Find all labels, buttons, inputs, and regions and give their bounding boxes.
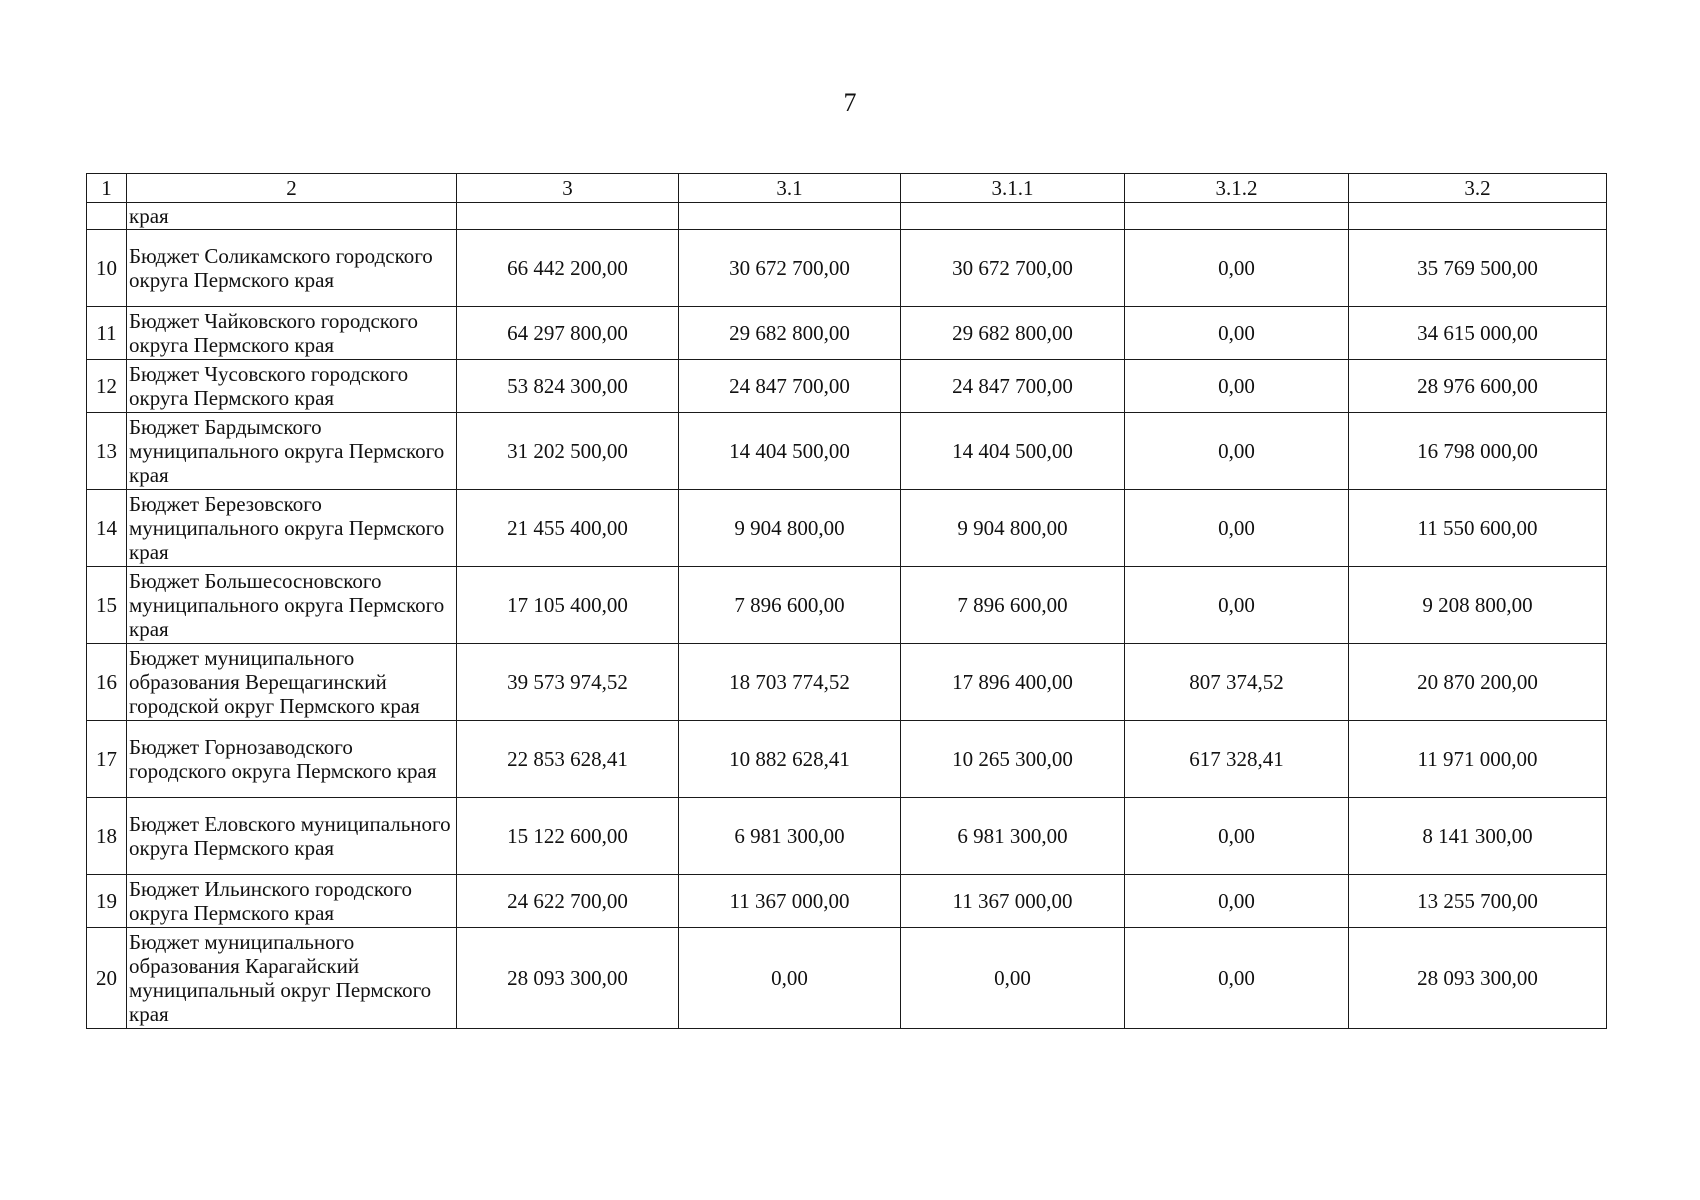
value-col-3-2: 20 870 200,00 xyxy=(1349,644,1607,721)
value-col-3-2: 11 550 600,00 xyxy=(1349,490,1607,567)
table-row xyxy=(87,644,1607,721)
value-col-3-2: 8 141 300,00 xyxy=(1349,798,1607,875)
value-col-3-1-1: 6 981 300,00 xyxy=(901,798,1125,875)
value-col-3: 15 122 600,00 xyxy=(457,798,679,875)
table-row xyxy=(87,928,1607,1029)
value-col-3-1-2: 0,00 xyxy=(1125,307,1349,360)
table-row xyxy=(87,307,1607,360)
column-header: 3.1 xyxy=(679,174,901,203)
table-row-continuation xyxy=(87,203,1607,230)
row-name: Бюджет муниципального образования Верещагинский городской округ Пермского края xyxy=(127,644,457,721)
value-col-3-2: 28 093 300,00 xyxy=(1349,928,1607,1029)
table-row xyxy=(87,360,1607,413)
table-row xyxy=(87,875,1607,928)
value-col-3-1: 30 672 700,00 xyxy=(679,230,901,307)
row-number: 16 xyxy=(87,644,127,721)
value-col-3-1-1: 30 672 700,00 xyxy=(901,230,1125,307)
value-col-3-1: 11 367 000,00 xyxy=(679,875,901,928)
value-col-3: 24 622 700,00 xyxy=(457,875,679,928)
value-col-3-1: 10 882 628,41 xyxy=(679,721,901,798)
row-number: 15 xyxy=(87,567,127,644)
value-col-3: 66 442 200,00 xyxy=(457,230,679,307)
row-number: 20 xyxy=(87,928,127,1029)
table-row xyxy=(87,413,1607,490)
value-col-3-1-2: 0,00 xyxy=(1125,413,1349,490)
value-col-3: 53 824 300,00 xyxy=(457,360,679,413)
row-name: Бюджет Чайковского городского округа Пермского края xyxy=(127,307,457,360)
column-header: 3.2 xyxy=(1349,174,1607,203)
row-number: 13 xyxy=(87,413,127,490)
value-col-3-1-1: 29 682 800,00 xyxy=(901,307,1125,360)
row-name: Бюджет Большесосновского муниципального округа Пермского края xyxy=(127,567,457,644)
value-col-3: 64 297 800,00 xyxy=(457,307,679,360)
value-col-3-1-1 xyxy=(901,203,1125,230)
column-header: 3.1.2 xyxy=(1125,174,1349,203)
value-col-3-2: 9 208 800,00 xyxy=(1349,567,1607,644)
row-number: 19 xyxy=(87,875,127,928)
value-col-3-1-2: 0,00 xyxy=(1125,230,1349,307)
value-col-3-1-2: 0,00 xyxy=(1125,567,1349,644)
table-row xyxy=(87,721,1607,798)
column-header: 2 xyxy=(127,174,457,203)
table-row xyxy=(87,490,1607,567)
value-col-3-1-2: 0,00 xyxy=(1125,875,1349,928)
value-col-3-1-1: 14 404 500,00 xyxy=(901,413,1125,490)
value-col-3-1: 6 981 300,00 xyxy=(679,798,901,875)
value-col-3-1-2: 807 374,52 xyxy=(1125,644,1349,721)
table-row xyxy=(87,230,1607,307)
value-col-3-1: 14 404 500,00 xyxy=(679,413,901,490)
row-number: 17 xyxy=(87,721,127,798)
value-col-3-1-1: 11 367 000,00 xyxy=(901,875,1125,928)
value-col-3-1-2: 0,00 xyxy=(1125,798,1349,875)
value-col-3-1: 7 896 600,00 xyxy=(679,567,901,644)
row-name: Бюджет Еловского муниципального округа Пермского края xyxy=(127,798,457,875)
row-number: 12 xyxy=(87,360,127,413)
row-name: Бюджет Березовского муниципального округа Пермского края xyxy=(127,490,457,567)
row-name: Бюджет Горнозаводского городского округа Пермского края xyxy=(127,721,457,798)
value-col-3-1-1: 0,00 xyxy=(901,928,1125,1029)
value-col-3-2: 16 798 000,00 xyxy=(1349,413,1607,490)
value-col-3-1: 24 847 700,00 xyxy=(679,360,901,413)
value-col-3-2: 28 976 600,00 xyxy=(1349,360,1607,413)
row-number: 18 xyxy=(87,798,127,875)
value-col-3-1: 9 904 800,00 xyxy=(679,490,901,567)
value-col-3: 17 105 400,00 xyxy=(457,567,679,644)
value-col-3: 31 202 500,00 xyxy=(457,413,679,490)
row-name: Бюджет Бардымского муниципального округа Пермского края xyxy=(127,413,457,490)
column-header: 3.1.1 xyxy=(901,174,1125,203)
row-name: Бюджет Чусовского городского округа Пермского края xyxy=(127,360,457,413)
value-col-3-1: 0,00 xyxy=(679,928,901,1029)
page-number: 7 xyxy=(843,88,857,117)
value-col-3-1-1: 7 896 600,00 xyxy=(901,567,1125,644)
row-name: Бюджет Ильинского городского округа Пермского края xyxy=(127,875,457,928)
value-col-3-1-2: 0,00 xyxy=(1125,490,1349,567)
value-col-3-1-2: 0,00 xyxy=(1125,928,1349,1029)
value-col-3-2: 13 255 700,00 xyxy=(1349,875,1607,928)
row-number: 10 xyxy=(87,230,127,307)
value-col-3: 39 573 974,52 xyxy=(457,644,679,721)
value-col-3-2: 11 971 000,00 xyxy=(1349,721,1607,798)
table-header-row xyxy=(87,174,1607,203)
budget-table xyxy=(86,173,1607,1029)
row-name: Бюджет Соликамского городского округа Пермского края xyxy=(127,230,457,307)
value-col-3-2 xyxy=(1349,203,1607,230)
value-col-3: 22 853 628,41 xyxy=(457,721,679,798)
row-number xyxy=(87,203,127,230)
value-col-3-1-2: 617 328,41 xyxy=(1125,721,1349,798)
row-number: 14 xyxy=(87,490,127,567)
value-col-3: 21 455 400,00 xyxy=(457,490,679,567)
value-col-3 xyxy=(457,203,679,230)
value-col-3-2: 34 615 000,00 xyxy=(1349,307,1607,360)
column-header: 1 xyxy=(87,174,127,203)
row-number: 11 xyxy=(87,307,127,360)
row-name: края xyxy=(127,203,457,230)
value-col-3-1 xyxy=(679,203,901,230)
value-col-3-1: 18 703 774,52 xyxy=(679,644,901,721)
value-col-3-1-1: 24 847 700,00 xyxy=(901,360,1125,413)
value-col-3-1-1: 9 904 800,00 xyxy=(901,490,1125,567)
value-col-3-1-1: 10 265 300,00 xyxy=(901,721,1125,798)
value-col-3-2: 35 769 500,00 xyxy=(1349,230,1607,307)
value-col-3-1-1: 17 896 400,00 xyxy=(901,644,1125,721)
value-col-3-1: 29 682 800,00 xyxy=(679,307,901,360)
table-row xyxy=(87,798,1607,875)
row-name: Бюджет муниципального образования Карагайский муниципальный округ Пермского края xyxy=(127,928,457,1029)
value-col-3-1-2 xyxy=(1125,203,1349,230)
table-row xyxy=(87,567,1607,644)
value-col-3-1-2: 0,00 xyxy=(1125,360,1349,413)
column-header: 3 xyxy=(457,174,679,203)
value-col-3: 28 093 300,00 xyxy=(457,928,679,1029)
